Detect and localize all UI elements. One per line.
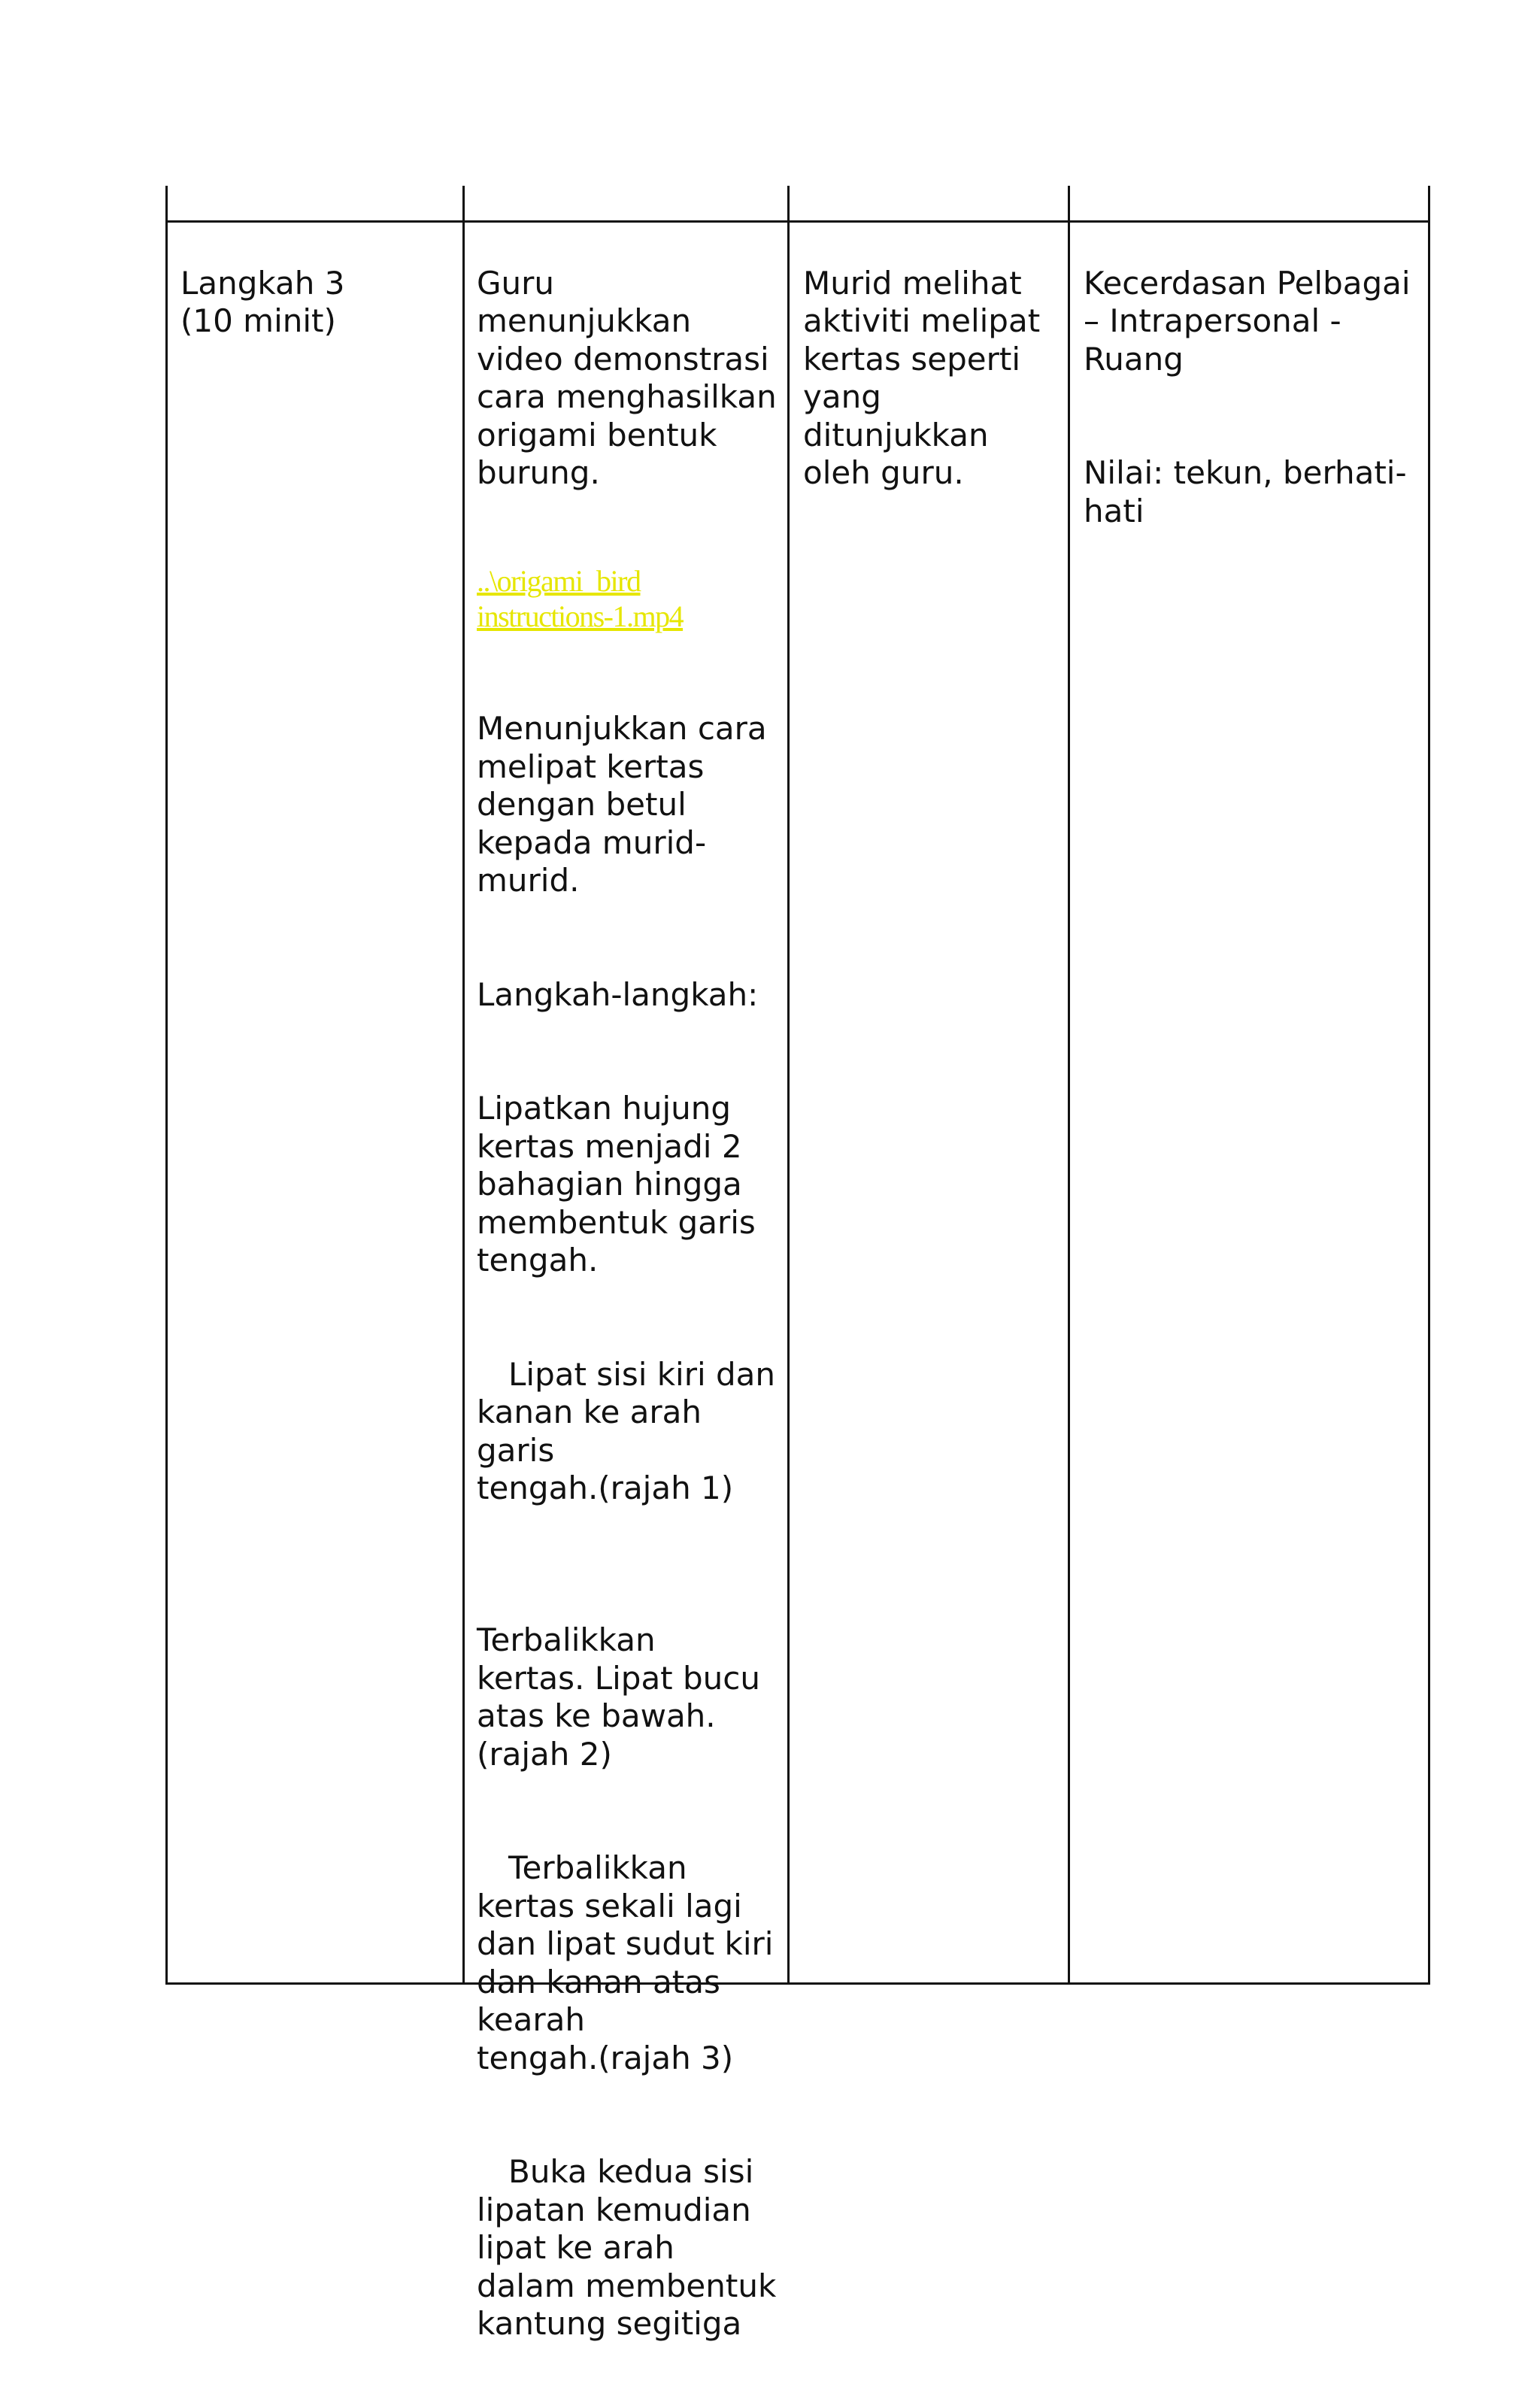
step-2-text: Lipat sisi kiri dan kanan ke arah garis tengah.(rajah 1): [477, 1355, 776, 1506]
cell-student-activity: [803, 226, 1063, 530]
step-label: Langkah 3 (10 minit): [180, 264, 345, 339]
step-1-text: Lipatkan hujung kertas menjadi 2 bahagian hingga membentuk garis tengah.: [477, 1090, 756, 1278]
table-border-col1: [462, 186, 465, 1985]
table-border-col2: [787, 186, 790, 1985]
table-border-left: [165, 186, 168, 1985]
step-5-text: Buka kedua sisi lipatan kemudian lipat ke arah dalam membentuk kantung segitiga: [477, 2153, 777, 2342]
step-3-text: Terbalikkan kertas. Lipat bucu atas ke bawah. (rajah 2): [477, 1621, 760, 1773]
cell-notes: [1084, 226, 1422, 569]
video-link[interactable]: ..\origami_bird instructions-1.mp4: [477, 564, 684, 633]
step-4-text: Terbalikkan kertas sekali lagi dan lipat sudut kiri dan kanan atas kearah tengah.(rajah 3): [477, 1849, 774, 2076]
teacher-demo-text: Menunjukkan cara melipat kertas dengan betul kepada murid- murid.: [477, 710, 767, 899]
values-text: Nilai: tekun, berhati- hati: [1084, 454, 1407, 529]
lesson-plan-table: [165, 186, 1432, 2342]
table-row-divider: [165, 220, 1430, 223]
table-border-col3: [1068, 186, 1070, 1985]
cell-step: [180, 226, 451, 378]
intelligence-text: Kecerdasan Pelbagai – Intrapersonal - Ruang: [1084, 264, 1411, 378]
student-activity-text: Murid melihat aktiviti melipat kertas seperti yang ditunjukkan oleh guru.: [803, 264, 1041, 491]
steps-heading: Langkah-langkah:: [477, 975, 759, 1013]
cell-teacher-activity: [477, 226, 781, 2381]
table-border-bottom: [165, 1982, 1430, 1985]
table-border-right: [1428, 186, 1430, 1985]
teacher-intro-text: Guru menunjukkan video demonstrasi cara menghasilkan origami bentuk burung.: [477, 264, 777, 491]
